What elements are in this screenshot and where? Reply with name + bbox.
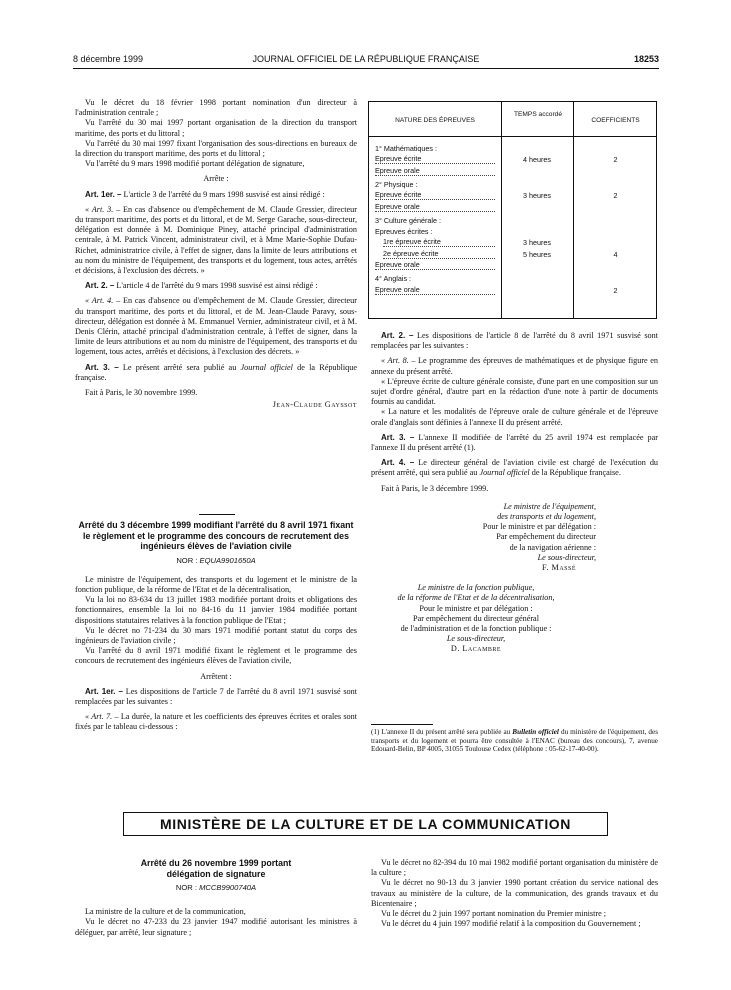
table-row-time: 4 heures	[523, 155, 551, 165]
paragraph: « La nature et les modalités de l'épreuve orale de culture générale et de l'épreuve orale d'anglais sont définies à l'annexe II du présent arrêté.	[371, 407, 658, 427]
table-row-label: 3° Culture générale :	[375, 215, 442, 225]
signature-block-fonction-publique	[371, 583, 581, 654]
table-header-rule	[369, 136, 656, 137]
quote-label: « Art. 8. –	[381, 356, 416, 366]
table-row-label: 2e épreuve écrite	[383, 249, 495, 259]
article-2	[371, 331, 658, 351]
table-row-time: 3 heures	[523, 238, 551, 248]
table-row-label: Epreuve orale	[375, 260, 495, 270]
quote-label: « Art. 7. –	[85, 712, 119, 722]
article-label: Art. 3. –	[85, 362, 119, 372]
quote-text: En cas d'absence ou d'empêchement de M. Claude Gressier, directeur du transport maritime, des ports et du littoral, et de M. Serge Garache, sous-directeur, délégation est donnée à M. Dominique Piney, attaché principal d'administration centrale, à M. Patrick Vincent, administrateur civil, et à Mme Marie-Sophie Dufau-Richet, administratrice civile, à l'effet de signer, dans la limite de leurs attributions et au nom du ministre de l'équipement, des transports et du logement, tous actes, arrêtés et décisions, à l'exclusion des décrets. »	[75, 204, 357, 276]
nor-code: EQUA9901650A	[199, 555, 256, 565]
paragraph: Vu le décret du 18 février 1998 portant nomination d'un directeur à l'administration centrale ;	[75, 98, 357, 118]
table-column-divider	[501, 102, 502, 318]
bottom-left-column	[75, 858, 357, 938]
nor-reference	[75, 883, 357, 893]
article-text: Le directeur général de l'aviation civile est chargé de l'exécution du présent arrêté, qui sera publié au	[371, 458, 659, 478]
signature-line: Pour le ministre et par délégation :	[482, 522, 596, 532]
article-text: Les dispositions de l'article 7 de l'arrêté du 8 avril 1971 susvisé sont remplacées par les suivantes :	[75, 686, 358, 706]
article-8-quote	[371, 356, 658, 376]
table-row-coefficient: 2	[613, 155, 618, 165]
signature-line: Le ministre de la fonction publique,	[417, 583, 535, 593]
ministry-heading-box	[123, 812, 608, 836]
signature-line: Pour le ministre et par délégation :	[419, 603, 533, 613]
signature-line: des transports et du logement,	[497, 512, 596, 522]
article-4-quote	[75, 296, 357, 357]
table-row-time: 3 heures	[523, 191, 551, 201]
fait-a-paris: Fait à Paris, le 3 décembre 1999.	[381, 483, 489, 493]
signatory-name: F. Massé	[542, 563, 576, 573]
quote-label: « Art. 3. –	[85, 204, 121, 214]
table-row-coefficient: 2	[613, 285, 618, 295]
signature-line: Par empêchement du directeur	[496, 532, 596, 542]
nor-label: NOR :	[176, 555, 200, 565]
article-text: L'article 3 de l'arrêté du 9 mars 1998 susvisé est ainsi rédigé :	[123, 189, 325, 199]
signature-line: Par empêchement du directeur général	[413, 613, 539, 623]
table-row-label: Epreuve orale	[375, 166, 495, 176]
table-header-coefficients: COEFFICIENTS	[591, 117, 640, 124]
paragraph: La ministre de la culture et de la communication,	[85, 907, 246, 917]
table-header-nature: NATURE DES ÉPREUVES	[395, 117, 475, 124]
quote-text: Le programme des épreuves de mathématiques et de physique figure en annexe du présent arrêté.	[371, 356, 659, 376]
article-label: Art. 2. –	[85, 281, 115, 291]
footnote-rule	[371, 724, 433, 725]
paragraph: Vu le décret no 47-233 du 23 janvier 1947 modifié autorisant les ministres à déléguer, par arrêté, leur signature ;	[75, 917, 357, 937]
paragraph: Vu le décret du 4 juin 1997 modifié relatif à la composition du Gouvernement ;	[381, 919, 641, 929]
signature-line: de la navigation aérienne :	[509, 542, 596, 552]
paragraph: Vu l'arrêté du 30 mai 1997 portant organisation de la direction du transport maritime, des ports et du littoral ;	[75, 118, 357, 138]
right-column	[371, 331, 658, 655]
arrete-heading: Arrête :	[203, 174, 229, 184]
epreuves-table	[368, 101, 657, 319]
article-text: de la République française.	[75, 362, 357, 382]
article-text: de la République française.	[529, 468, 621, 478]
signature-line: de l'administration et de la fonction publique :	[400, 624, 552, 634]
signature-line: Le sous-directeur,	[446, 634, 506, 644]
article-label: Art. 4. –	[381, 458, 415, 468]
article-text: L'article 4 de l'arrêté du 9 mars 1998 susvisé est ainsi rédigé :	[116, 281, 318, 291]
quote-text: En cas d'absence ou d'empêchement de M. Claude Gressier, directeur du transport maritime, des ports et du littoral, et de M. Jean-Claude Paravy, sous-directeur, délégation est donnée à M. Emmanuel Vernier, administrateur civil, et à M. Denis Clérin, attaché principal d'administration centrale, à l'effet de signer, dans la limite de leurs attributions et au nom du ministre de l'équipement, des transports et du logement, tous actes, arrêtés et décisions, à l'exclusion des décrets. »	[75, 296, 357, 357]
header-date: 8 décembre 1999	[73, 54, 144, 64]
paragraph: Vu le décret du 2 juin 1997 portant nomination du Premier ministre ;	[381, 909, 607, 919]
paragraph: Vu le décret no 82-394 du 10 mai 1982 modifié portant organisation du ministère de la culture ;	[371, 858, 658, 878]
separator-rule	[199, 514, 235, 515]
article-2	[75, 281, 357, 291]
table-row-coefficient: 2	[613, 191, 618, 201]
table-row-label: Epreuve orale	[375, 285, 495, 295]
fait-a-paris: Fait à Paris, le 30 novembre 1999.	[85, 388, 198, 398]
article-3-quote	[75, 205, 357, 276]
nor-code: MCCB9900740A	[199, 883, 257, 892]
paragraph: Vu la loi no 83-634 du 13 juillet 1983 modifiée portant droits et obligations des fonctionnaires, ensemble la loi no 84-16 du 11 janvier 1984 modifiée portant dispositions statutaires relatives à la fonction publique de l'Etat ;	[75, 595, 357, 625]
table-row-label: 2° Physique :	[375, 179, 418, 189]
table-row-label: Epreuve orale	[375, 202, 495, 212]
arrete-title: Arrêté du 3 décembre 1999 modifiant l'arrêté du 8 avril 1971 fixant le règlement et le programme des concours de recrutement des ingénieurs élèves de l'aviation civile	[78, 520, 354, 551]
article-label: Art. 3. –	[381, 432, 415, 442]
paragraph: Le ministre de l'équipement, des transports et du logement et le ministre de la fonction publique, de la réforme de l'Etat et de la décentralisation,	[75, 574, 357, 594]
table-row-time: 5 heures	[523, 249, 551, 259]
article-label: Art. 1er. –	[85, 189, 122, 199]
table-header-temps: TEMPS accordé	[514, 111, 563, 118]
article-3	[371, 433, 658, 453]
journal-officiel: Journal officiel	[479, 468, 530, 478]
header-journal-title: JOURNAL OFFICIEL DE LA RÉPUBLIQUE FRANÇAISE	[252, 54, 480, 64]
header-page-number: 18253	[633, 54, 659, 64]
quote-text: La durée, la nature et les coefficients des épreuves écrites et orales sont fixés par le tableau ci-dessous :	[75, 712, 357, 732]
article-1	[75, 687, 357, 707]
signatory-name: D. Lacambre	[450, 644, 502, 654]
nor-reference	[75, 556, 357, 566]
footnote-text: (1) L'annexe II du présent arrêté sera publiée au	[371, 728, 513, 736]
footnote-text: du ministère de l'équipement, des transports et du logement et pourra être consultée à l'ENAC (bureau des concours), 7, avenue Edouard-Belin, BP 4005, 31055 Toulouse Cedex (téléphone : 05-62-17-40-00).	[371, 728, 658, 754]
article-1	[75, 190, 357, 200]
article-4	[371, 458, 658, 478]
paragraph: Vu l'arrêté du 30 mai 1997 fixant l'organisation des sous-directions en bureaux de la direction du transport maritime, des ports et du littoral ;	[75, 138, 357, 159]
signature-line: Le sous-directeur,	[537, 552, 596, 562]
bulletin-officiel: Bulletin officiel	[512, 728, 559, 736]
article-label: Art. 2. –	[381, 331, 414, 340]
paragraph: Vu l'arrêté du 9 mars 1998 modifié portant délégation de signature,	[85, 159, 305, 169]
page-header	[73, 54, 659, 68]
nor-label: NOR :	[175, 883, 200, 892]
left-column-arrete	[75, 520, 357, 733]
arretent-heading: Arrêtent :	[200, 671, 232, 681]
table-row-label: Epreuve écrite	[375, 190, 495, 200]
quote-label: « Art. 4. –	[85, 296, 121, 306]
journal-officiel: Journal officiel	[240, 362, 293, 372]
header-rule	[73, 68, 659, 69]
table-row-label: Epreuves écrites :	[375, 227, 433, 237]
article-3	[75, 363, 357, 383]
signature-line: de la réforme de l'Etat et de la décentralisation,	[397, 593, 555, 603]
article-text: L'annexe II modifiée de l'arrêté du 25 avril 1974 est remplacée par l'annexe II du présent arrêté (1).	[371, 432, 659, 453]
signature-block-equipement	[371, 502, 658, 573]
table-row-label: Epreuve écrite	[375, 154, 495, 164]
bottom-right-column	[371, 858, 658, 929]
table-row-label: 4° Anglais :	[375, 274, 412, 284]
paragraph: Vu le décret no 71-234 du 30 mars 1971 modifié portant statut du corps des ingénieurs de l'aviation civile ;	[75, 625, 357, 645]
table-row-coefficient: 4	[613, 249, 618, 259]
table-row-label: 1° Mathématiques :	[375, 144, 438, 153]
table-row-label: 1re épreuve écrite	[383, 237, 495, 247]
article-label: Art. 1er. –	[85, 686, 123, 696]
footnote	[371, 728, 658, 754]
paragraph: Vu le décret no 90-13 du 3 janvier 1990 portant création du service national des travaux au ministère de la culture, de la communication, des grands travaux et du Bicentenaire ;	[371, 878, 658, 908]
signature-line: Le ministre de l'équipement,	[503, 501, 596, 511]
article-7-quote	[75, 712, 357, 732]
left-column-top	[75, 98, 357, 410]
article-text: Le présent arrêté sera publié au	[122, 362, 241, 372]
paragraph: « L'épreuve écrite de culture générale consiste, d'une part en une composition sur un sujet d'ordre général, d'autre part en la rédaction d'une note à partir de documents fournis au candidat.	[371, 376, 658, 407]
paragraph: Vu l'arrêté du 8 avril 1971 modifié fixant le règlement et le programme des concours de recrutement des ingénieurs élèves de l'aviation civile,	[75, 646, 357, 666]
ministry-title: MINISTÈRE DE LA CULTURE ET DE LA COMMUNICATION	[159, 816, 572, 832]
signature-minister: Jean-Claude Gayssot	[272, 400, 357, 410]
arrete-title: Arrêté du 26 novembre 1999 portant délégation de signature	[140, 858, 292, 879]
article-text: Les dispositions de l'article 8 de l'arrêté du 8 avril 1971 susvisé sont remplacées par les suivantes :	[371, 331, 659, 351]
